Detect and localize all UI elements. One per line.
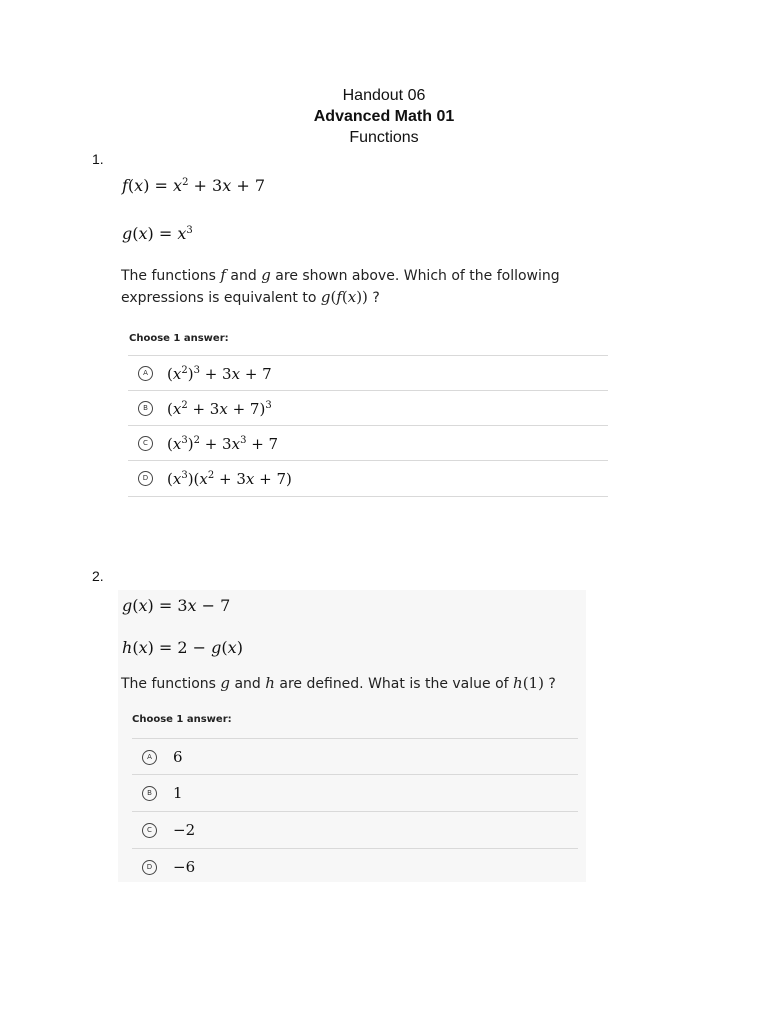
q2-function-h: h(x) = 2 − g(x) [122,638,243,657]
q1-option-c-expression: $(x^3)^2 + 3x^3 + 7$ [167,435,279,453]
handout-number: Handout 06 [342,87,426,104]
q2-option-b-value: 1 [173,784,183,802]
q1-option-c[interactable] [128,425,608,461]
q2-option-a-value: 6 [173,748,183,766]
q2-option-d[interactable] [132,848,578,885]
q2-option-c-value: −2 [173,821,196,839]
q1-option-b[interactable] [128,390,608,426]
q1-choose-label: Choose 1 answer: [129,333,229,344]
q2-option-d-value: −6 [173,858,196,876]
q2-option-c[interactable] [132,811,578,849]
option-b-bubble[interactable]: B [138,401,153,416]
q1-option-a-expression: $(x^2)^3 + 3x + 7$ [167,365,272,383]
q1-option-a[interactable] [128,355,608,391]
course-title: Advanced Math 01 [313,108,455,125]
option-b-bubble[interactable]: B [142,786,157,801]
question-2-number: 2. [92,568,104,584]
option-d-bubble[interactable]: D [138,471,153,486]
question-1-number: 1. [92,151,104,167]
q1-option-d[interactable] [128,460,608,497]
option-c-bubble[interactable]: C [138,436,153,451]
option-a-bubble[interactable]: A [138,366,153,381]
q2-prompt: The functions g and h are defined. What is the value of h(1) ? [121,674,556,692]
option-d-bubble[interactable]: D [142,860,157,875]
q2-choose-label: Choose 1 answer: [132,714,232,725]
q2-function-g: g(x) = 3x − 7 [122,596,231,615]
q2-option-a[interactable] [132,738,578,775]
option-c-bubble[interactable]: C [142,823,157,838]
q1-prompt: The functions f and g are shown above. Which of the following expressions is equivalent to g(f(x)) ? [121,266,560,306]
q2-option-b[interactable] [132,774,578,812]
q1-function-f: $f(x) = x^2 + 3x + 7$ [122,176,265,195]
q1-function-g: $g(x) = x^3$ [122,224,193,243]
option-a-bubble[interactable]: A [142,750,157,765]
topic-title: Functions [349,129,419,146]
q1-option-b-expression: $(x^2 + 3x + 7)^3$ [167,400,272,418]
q1-option-d-expression: $(x^3)(x^2 + 3x + 7)$ [167,470,292,488]
